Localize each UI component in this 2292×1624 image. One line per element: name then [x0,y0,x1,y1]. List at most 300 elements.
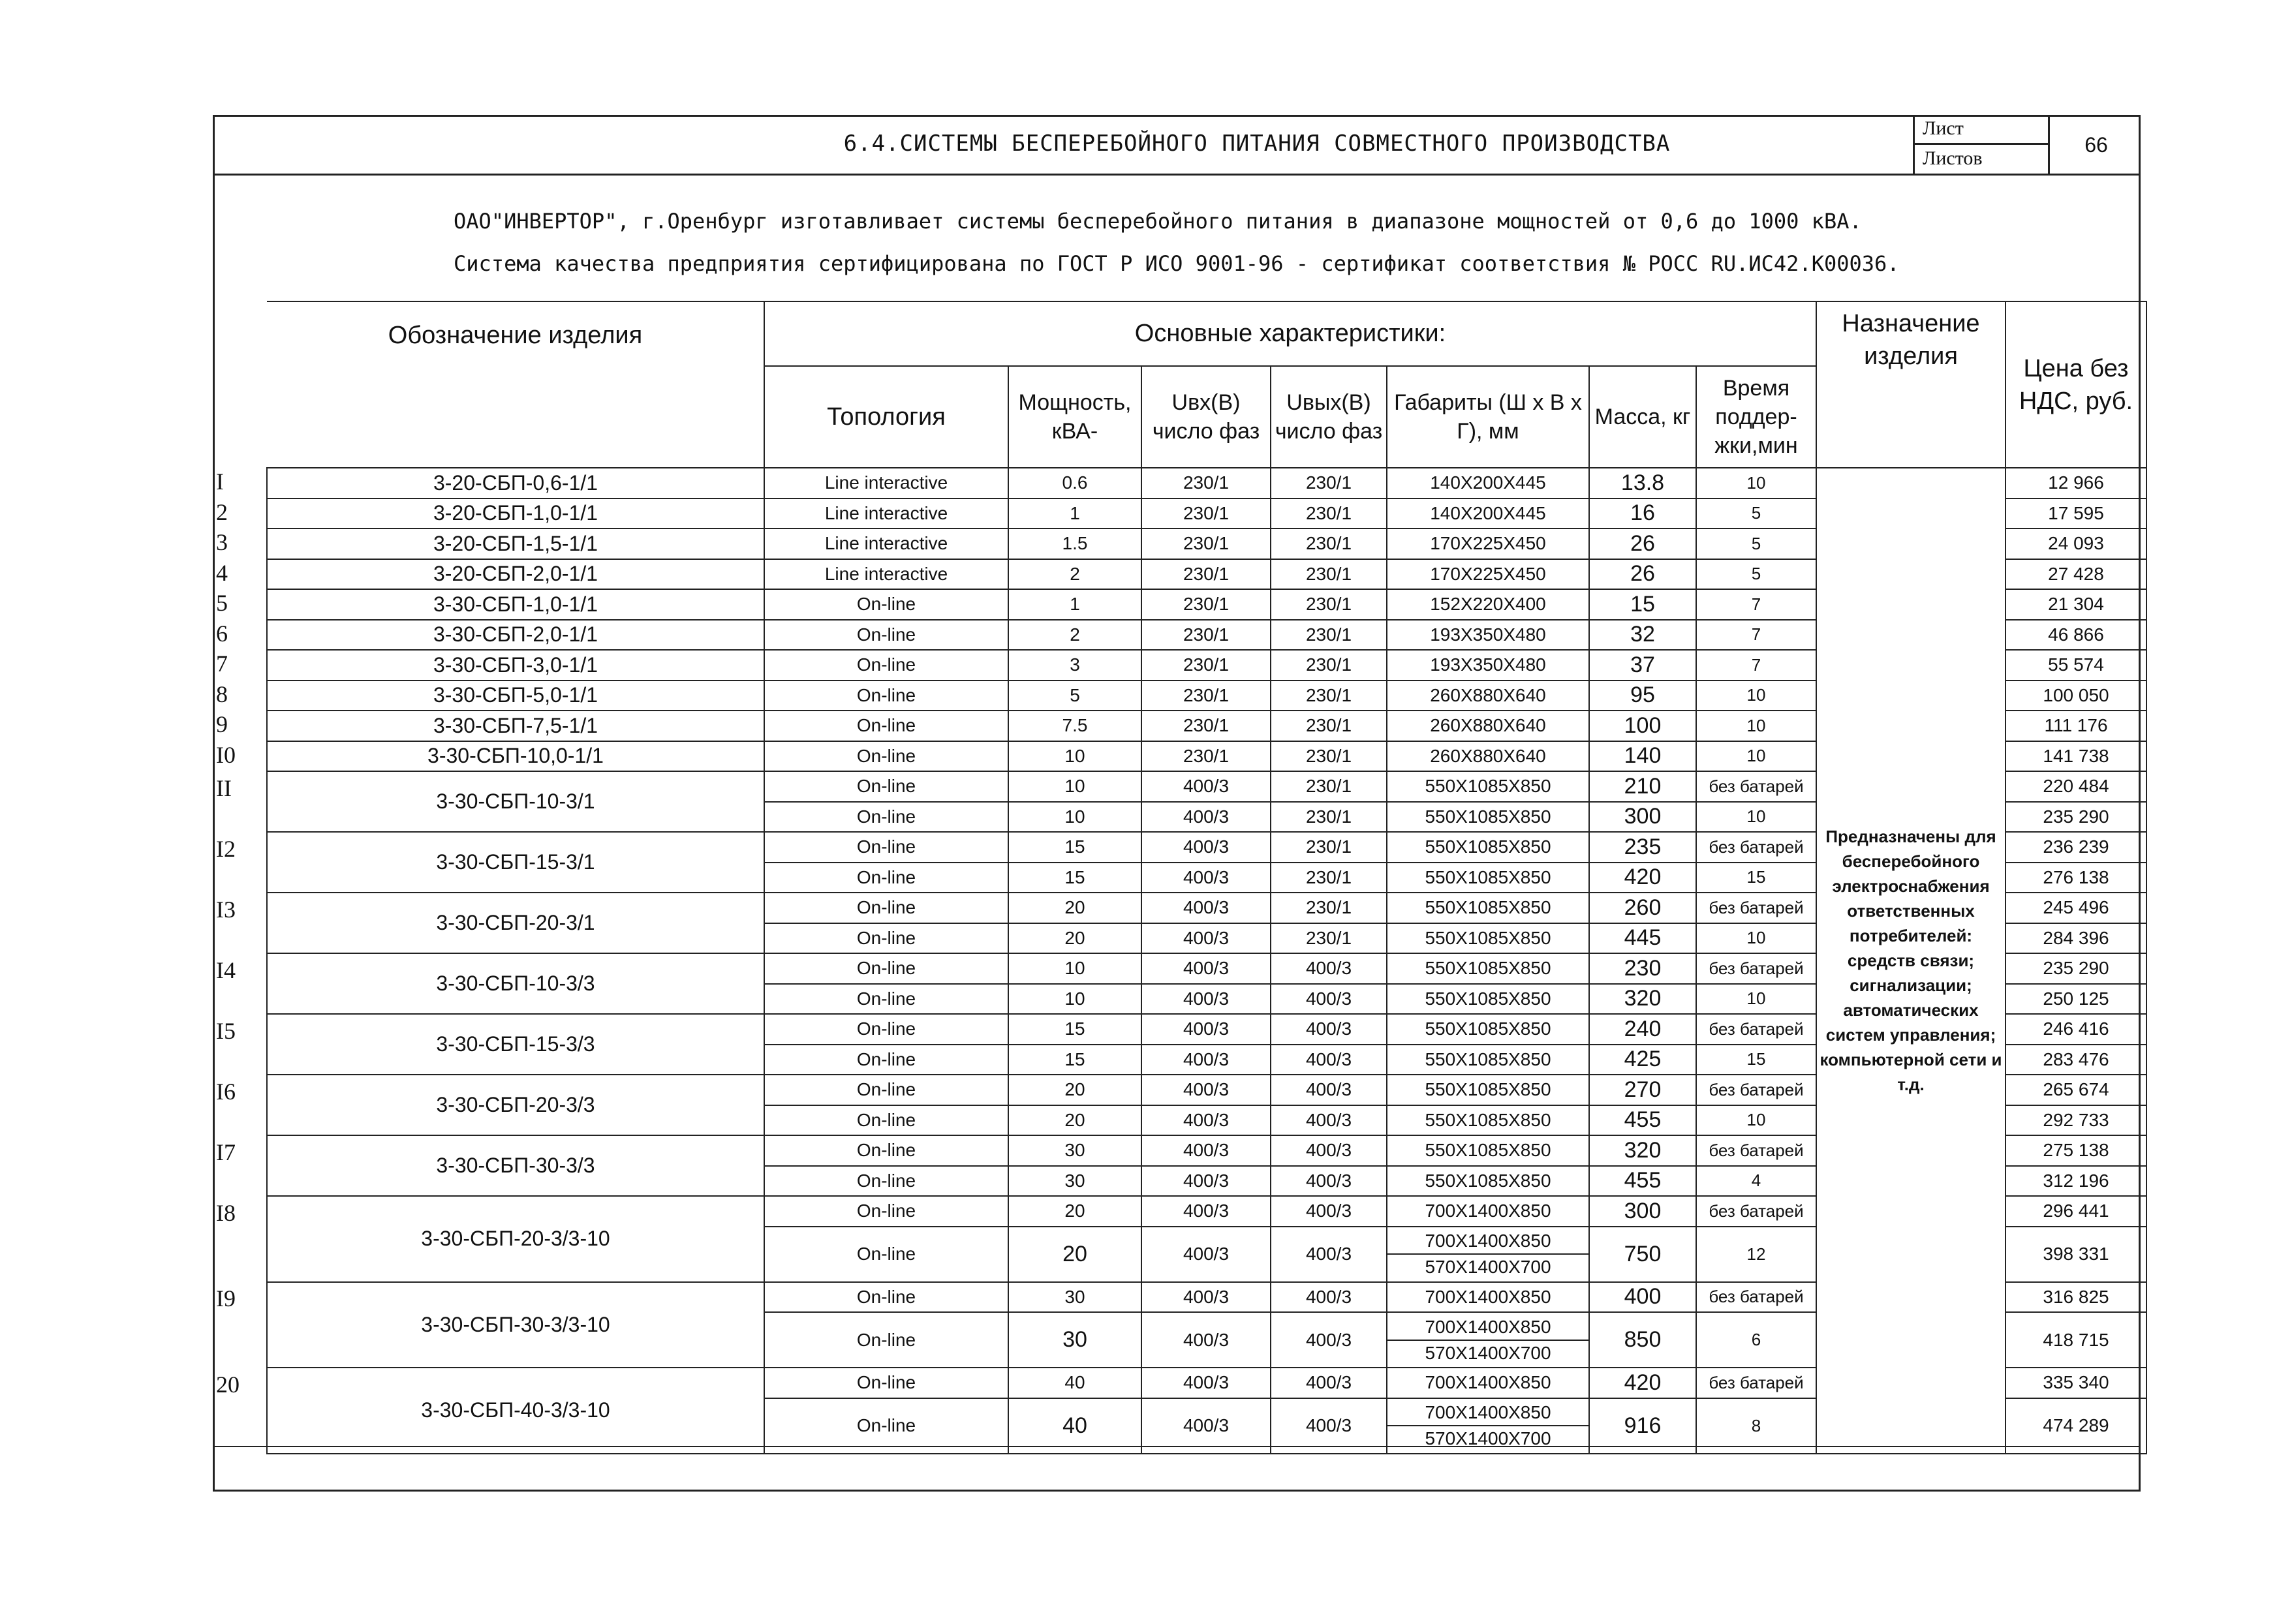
uout-cell: 230/1 [1271,620,1387,651]
dimensions-cell: 550X1085X850 [1387,1135,1589,1166]
dimensions-cell: 700X1400X850 [1387,1282,1589,1313]
uin-cell: 400/3 [1141,984,1271,1015]
uin-cell: 230/1 [1141,741,1271,772]
price-cell: 12 966 [2005,468,2146,498]
col-power: Мощность, кВА- [1008,366,1141,468]
time-cell: 15 [1696,1045,1816,1075]
dimensions-cell: 140X200X445 [1387,498,1589,529]
time-cell: без батарей [1696,1135,1816,1166]
topology-cell: On-line [764,650,1008,681]
uin-cell: 400/3 [1141,1368,1271,1398]
uin-cell: 400/3 [1141,1227,1271,1282]
price-cell: 284 396 [2005,923,2146,954]
power-cell: 20 [1008,1105,1141,1136]
mass-cell: 420 [1589,1368,1696,1398]
mass-cell: 37 [1589,650,1696,681]
dimensions-cell: 550X1085X850 [1387,802,1589,833]
uin-cell: 230/1 [1141,559,1271,590]
mass-cell: 210 [1589,771,1696,802]
time-cell: 10 [1696,1105,1816,1136]
dimensions-line-2: 570X1400X700 [1387,1340,1588,1366]
col-purpose: Назначение изделия [1816,301,2005,468]
power-cell: 20 [1008,893,1141,923]
topology-cell: On-line [764,620,1008,651]
price-cell: 100 050 [2005,681,2146,711]
uin-cell: 230/1 [1141,650,1271,681]
dimensions-cell: 550X1085X850 [1387,1045,1589,1075]
product-table [266,301,2147,1454]
uin-cell: 400/3 [1141,1105,1271,1136]
price-cell: 46 866 [2005,620,2146,651]
topology-cell: On-line [764,741,1008,772]
mass-cell: 16 [1589,498,1696,529]
price-cell: 265 674 [2005,1075,2146,1105]
uin-cell: 400/3 [1141,1135,1271,1166]
dimensions-cell: 550X1085X850 [1387,984,1589,1015]
topology-cell: Line interactive [764,559,1008,590]
sheet-header [213,115,2141,176]
time-cell: 7 [1696,620,1816,651]
power-cell: 5 [1008,681,1141,711]
intro-line-2: Система качества предприятия сертифицирована по ГОСТ Р ИСО 9001-96 - сертификат соответствия № РОСС RU.ИС42.К00036. [454,251,1900,276]
uout-cell: 230/1 [1271,498,1387,529]
time-cell: 10 [1696,681,1816,711]
col-designation: Обозначение изделия [267,301,764,468]
dimensions-cell: 260X880X640 [1387,741,1589,772]
designation-cell: 3-30-СБП-40-3/3-10 [267,1368,764,1454]
col-main-characteristics: Основные характеристики: [764,301,1816,366]
col-uout: Uвых(В) число фаз [1271,366,1387,468]
designation-cell: 3-30-СБП-7,5-1/1 [267,711,764,741]
dimensions-line-1: 700X1400X850 [1425,1402,1551,1422]
uout-cell: 400/3 [1271,1045,1387,1075]
uout-cell: 230/1 [1271,711,1387,741]
time-cell: без батарей [1696,832,1816,863]
uin-cell: 400/3 [1141,1166,1271,1197]
uin-cell: 400/3 [1141,1398,1271,1454]
time-cell: 5 [1696,498,1816,529]
price-cell: 398 331 [2005,1227,2146,1282]
designation-cell: 3-30-СБП-20-3/1 [267,893,764,953]
time-cell: 8 [1696,1398,1816,1454]
topology-cell: On-line [764,802,1008,833]
time-cell: 10 [1696,711,1816,741]
uout-cell: 400/3 [1271,1014,1387,1045]
power-cell: 20 [1008,923,1141,954]
time-cell: без батарей [1696,953,1816,984]
uin-cell: 400/3 [1141,1045,1271,1075]
col-price: Цена без НДС, руб. [2005,301,2146,468]
mass-cell: 445 [1589,923,1696,954]
uin-cell: 400/3 [1141,802,1271,833]
row-number: 8 [216,681,228,707]
price-cell: 21 304 [2005,589,2146,620]
section-title: 6.4.СИСТЕМЫ БЕСПЕРЕБОЙНОГО ПИТАНИЯ СОВМЕСТНОГО ПРОИЗВОДСТВА [843,130,1671,157]
power-cell: 30 [1008,1135,1141,1166]
power-cell: 15 [1008,832,1141,863]
topology-cell: On-line [764,984,1008,1015]
time-cell: без батарей [1696,893,1816,923]
topology-cell: On-line [764,1398,1008,1454]
uin-cell: 400/3 [1141,832,1271,863]
price-cell: 235 290 [2005,802,2146,833]
dimensions-cell: 550X1085X850 [1387,1075,1589,1105]
uin-cell: 230/1 [1141,681,1271,711]
mass-cell: 100 [1589,711,1696,741]
power-cell: 15 [1008,863,1141,893]
power-cell: 3 [1008,650,1141,681]
uout-cell: 230/1 [1271,893,1387,923]
dimensions-cell [1387,1312,1589,1368]
time-cell: 7 [1696,589,1816,620]
uin-cell: 230/1 [1141,711,1271,741]
designation-cell: 3-30-СБП-20-3/3 [267,1075,764,1135]
power-cell: 7.5 [1008,711,1141,741]
topology-cell: On-line [764,1135,1008,1166]
power-cell: 30 [1008,1282,1141,1313]
uin-cell: 400/3 [1141,863,1271,893]
uout-cell: 230/1 [1271,681,1387,711]
row-number: I7 [216,1139,236,1165]
mass-cell: 750 [1589,1227,1696,1282]
dimensions-line-1: 700X1400X850 [1425,1231,1551,1251]
uout-cell: 400/3 [1271,1398,1387,1454]
price-cell: 245 496 [2005,893,2146,923]
price-cell: 292 733 [2005,1105,2146,1136]
mass-cell: 400 [1589,1282,1696,1313]
uin-cell: 400/3 [1141,1196,1271,1227]
mass-cell: 95 [1589,681,1696,711]
dimensions-cell [1387,1227,1589,1282]
dimensions-cell: 550X1085X850 [1387,893,1589,923]
topology-cell: Line interactive [764,498,1008,529]
time-cell: без батарей [1696,1368,1816,1398]
dimensions-cell: 550X1085X850 [1387,1014,1589,1045]
price-cell: 296 441 [2005,1196,2146,1227]
mass-cell: 300 [1589,802,1696,833]
topology-cell: On-line [764,589,1008,620]
time-cell: без батарей [1696,1282,1816,1313]
topology-cell: On-line [764,1105,1008,1136]
power-cell: 15 [1008,1045,1141,1075]
col-dimensions: Габариты (Ш х В х Г), мм [1387,366,1589,468]
uout-cell: 230/1 [1271,923,1387,954]
designation-cell: 3-20-СБП-0,6-1/1 [267,468,764,498]
mass-cell: 26 [1589,529,1696,559]
price-cell: 236 239 [2005,832,2146,863]
dimensions-line-2: 570X1400X700 [1387,1253,1588,1279]
table-row [267,468,2146,498]
uout-cell: 400/3 [1271,1196,1387,1227]
topology-cell: On-line [764,832,1008,863]
row-number: I2 [216,835,236,862]
mass-cell: 235 [1589,832,1696,863]
mass-cell: 320 [1589,1135,1696,1166]
time-cell: 10 [1696,741,1816,772]
uout-cell: 230/1 [1271,802,1387,833]
dimensions-cell: 260X880X640 [1387,711,1589,741]
mass-cell: 320 [1589,984,1696,1015]
table-body [267,468,2146,1454]
mass-cell: 455 [1589,1105,1696,1136]
price-cell: 27 428 [2005,559,2146,590]
row-number: 20 [216,1371,240,1398]
topology-cell: On-line [764,771,1008,802]
dimensions-cell: 152X220X400 [1387,589,1589,620]
uout-cell: 400/3 [1271,953,1387,984]
uin-cell: 400/3 [1141,893,1271,923]
time-cell: без батарей [1696,771,1816,802]
time-cell: 15 [1696,863,1816,893]
designation-cell: 3-20-СБП-1,0-1/1 [267,498,764,529]
dimensions-cell: 260X880X640 [1387,681,1589,711]
dimensions-cell [1387,1398,1589,1454]
dimensions-cell: 550X1085X850 [1387,1166,1589,1197]
col-mass: Масса, кг [1589,366,1696,468]
row-number: I4 [216,957,236,983]
uout-cell: 400/3 [1271,1105,1387,1136]
dimensions-cell: 170X225X450 [1387,559,1589,590]
time-cell: 6 [1696,1312,1816,1368]
power-cell: 1.5 [1008,529,1141,559]
power-cell: 40 [1008,1398,1141,1454]
dimensions-line-1: 700X1400X850 [1425,1316,1551,1337]
uout-cell: 400/3 [1271,1368,1387,1398]
power-cell: 10 [1008,953,1141,984]
dimensions-cell: 550X1085X850 [1387,832,1589,863]
price-cell: 24 093 [2005,529,2146,559]
mass-cell: 300 [1589,1196,1696,1227]
time-cell: 10 [1696,984,1816,1015]
mass-cell: 26 [1589,559,1696,590]
price-cell: 418 715 [2005,1312,2146,1368]
power-cell: 15 [1008,1014,1141,1045]
topology-cell: On-line [764,863,1008,893]
intro-line-1: ОАО"ИНВЕРТОР", г.Оренбург изготавливает системы бесперебойного питания в диапазоне мощностей от 0,6 до 1000 кВА. [454,209,1862,234]
mass-cell: 270 [1589,1075,1696,1105]
power-cell: 30 [1008,1166,1141,1197]
price-cell: 283 476 [2005,1045,2146,1075]
designation-cell: 3-30-СБП-15-3/1 [267,832,764,893]
time-cell: без батарей [1696,1014,1816,1045]
designation-cell: 3-30-СБП-10,0-1/1 [267,741,764,772]
time-cell: 4 [1696,1166,1816,1197]
designation-cell: 3-30-СБП-10-3/1 [267,771,764,832]
row-number: I [216,468,224,495]
uout-cell: 230/1 [1271,863,1387,893]
time-cell: 10 [1696,468,1816,498]
topology-cell: On-line [764,1045,1008,1075]
price-cell: 17 595 [2005,498,2146,529]
sheet-label: Лист [1915,115,2050,145]
uin-cell: 400/3 [1141,771,1271,802]
dimensions-cell: 700X1400X850 [1387,1196,1589,1227]
mass-cell: 455 [1589,1166,1696,1197]
row-number: 9 [216,711,228,738]
power-cell: 20 [1008,1075,1141,1105]
topology-cell: On-line [764,953,1008,984]
price-cell: 275 138 [2005,1135,2146,1166]
row-number: II [216,774,232,801]
mass-cell: 260 [1589,893,1696,923]
uin-cell: 400/3 [1141,953,1271,984]
bottom-rule [213,1446,2141,1447]
uout-cell: 230/1 [1271,650,1387,681]
dimensions-line-2: 570X1400X700 [1387,1425,1588,1451]
price-cell: 246 416 [2005,1014,2146,1045]
uout-cell: 400/3 [1271,1227,1387,1282]
dimensions-cell: 550X1085X850 [1387,923,1589,954]
col-topology: Топология [764,366,1008,468]
sheet-box [1913,115,2141,176]
uout-cell: 400/3 [1271,1075,1387,1105]
topology-cell: On-line [764,1312,1008,1368]
uin-cell: 400/3 [1141,1014,1271,1045]
uout-cell: 400/3 [1271,1166,1387,1197]
uout-cell: 400/3 [1271,1135,1387,1166]
price-cell: 276 138 [2005,863,2146,893]
power-cell: 20 [1008,1196,1141,1227]
uin-cell: 230/1 [1141,589,1271,620]
uout-cell: 230/1 [1271,468,1387,498]
price-cell: 316 825 [2005,1282,2146,1313]
power-cell: 10 [1008,771,1141,802]
uout-cell: 230/1 [1271,741,1387,772]
row-number: 6 [216,620,228,647]
dimensions-cell: 140X200X445 [1387,468,1589,498]
mass-cell: 230 [1589,953,1696,984]
dimensions-cell: 550X1085X850 [1387,953,1589,984]
row-number: I3 [216,896,236,923]
price-cell: 55 574 [2005,650,2146,681]
designation-cell: 3-30-СБП-30-3/3-10 [267,1282,764,1368]
row-number: 7 [216,651,228,677]
mass-cell: 140 [1589,741,1696,772]
row-number: 4 [216,559,228,586]
topology-cell: On-line [764,711,1008,741]
price-cell: 220 484 [2005,771,2146,802]
power-cell: 2 [1008,559,1141,590]
power-cell: 30 [1008,1312,1141,1368]
power-cell: 10 [1008,802,1141,833]
price-cell: 250 125 [2005,984,2146,1015]
mass-cell: 13.8 [1589,468,1696,498]
dimensions-cell: 700X1400X850 [1387,1368,1589,1398]
time-cell: 10 [1696,923,1816,954]
row-number: I9 [216,1285,236,1312]
mass-cell: 240 [1589,1014,1696,1045]
power-cell: 1 [1008,589,1141,620]
time-cell: 10 [1696,802,1816,833]
topology-cell: On-line [764,1282,1008,1313]
designation-cell: 3-30-СБП-10-3/3 [267,953,764,1014]
price-cell: 312 196 [2005,1166,2146,1197]
mass-cell: 15 [1589,589,1696,620]
mass-cell: 32 [1589,620,1696,651]
power-cell: 0.6 [1008,468,1141,498]
designation-cell: 3-30-СБП-5,0-1/1 [267,681,764,711]
uout-cell: 230/1 [1271,559,1387,590]
topology-cell: On-line [764,1166,1008,1197]
time-cell: 12 [1696,1227,1816,1282]
power-cell: 10 [1008,741,1141,772]
topology-cell: Line interactive [764,529,1008,559]
col-uin: Uвх(В) число фаз [1141,366,1271,468]
power-cell: 1 [1008,498,1141,529]
uout-cell: 400/3 [1271,984,1387,1015]
uout-cell: 230/1 [1271,589,1387,620]
dimensions-cell: 550X1085X850 [1387,771,1589,802]
topology-cell: On-line [764,681,1008,711]
row-number: I5 [216,1017,236,1044]
uin-cell: 400/3 [1141,1282,1271,1313]
uin-cell: 400/3 [1141,923,1271,954]
sheets-label: Листов [1915,145,2050,176]
topology-cell: Line interactive [764,468,1008,498]
designation-cell: 3-20-СБП-2,0-1/1 [267,559,764,590]
page-number: 66 [2084,133,2108,157]
designation-cell: 3-30-СБП-30-3/3 [267,1135,764,1196]
uin-cell: 230/1 [1141,498,1271,529]
designation-cell: 3-30-СБП-20-3/3-10 [267,1196,764,1282]
designation-cell: 3-30-СБП-1,0-1/1 [267,589,764,620]
uout-cell: 400/3 [1271,1312,1387,1368]
dimensions-cell: 193X350X480 [1387,650,1589,681]
row-number: I0 [216,741,236,768]
price-cell: 474 289 [2005,1398,2146,1454]
uin-cell: 230/1 [1141,620,1271,651]
col-time: Время поддер-жки,мин [1696,366,1816,468]
topology-cell: On-line [764,1196,1008,1227]
designation-cell: 3-20-СБП-1,5-1/1 [267,529,764,559]
price-cell: 141 738 [2005,741,2146,772]
price-cell: 235 290 [2005,953,2146,984]
price-cell: 335 340 [2005,1368,2146,1398]
mass-cell: 420 [1589,863,1696,893]
mass-cell: 916 [1589,1398,1696,1454]
uout-cell: 230/1 [1271,771,1387,802]
topology-cell: On-line [764,1368,1008,1398]
power-cell: 10 [1008,984,1141,1015]
time-cell: без батарей [1696,1075,1816,1105]
power-cell: 40 [1008,1368,1141,1398]
designation-cell: 3-30-СБП-3,0-1/1 [267,650,764,681]
row-number: I6 [216,1078,236,1105]
dimensions-cell: 550X1085X850 [1387,863,1589,893]
uin-cell: 400/3 [1141,1312,1271,1368]
dimensions-cell: 193X350X480 [1387,620,1589,651]
mass-cell: 425 [1589,1045,1696,1075]
row-number: 3 [216,529,228,556]
dimensions-cell: 550X1085X850 [1387,1105,1589,1136]
time-cell: без батарей [1696,1196,1816,1227]
uin-cell: 230/1 [1141,468,1271,498]
price-cell: 111 176 [2005,711,2146,741]
time-cell: 7 [1696,650,1816,681]
purpose-cell: Предназначены для бесперебойного электроснабжения ответственных потребителей: средств связи; сигнализации; автоматических систем управления; компьютерной сети и т.д. [1816,468,2005,1454]
designation-cell: 3-30-СБП-15-3/3 [267,1014,764,1075]
designation-cell: 3-30-СБП-2,0-1/1 [267,620,764,651]
time-cell: 5 [1696,529,1816,559]
power-cell: 2 [1008,620,1141,651]
row-number: 2 [216,498,228,525]
uout-cell: 400/3 [1271,1282,1387,1313]
topology-cell: On-line [764,1075,1008,1105]
topology-cell: On-line [764,923,1008,954]
topology-cell: On-line [764,1227,1008,1282]
row-number: 5 [216,590,228,617]
topology-cell: On-line [764,893,1008,923]
